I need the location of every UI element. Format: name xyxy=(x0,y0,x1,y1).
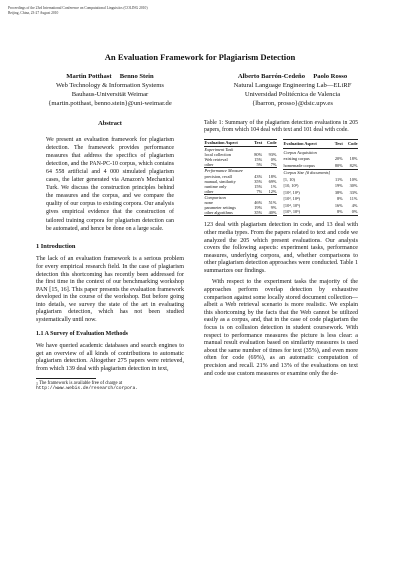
table-header-cell: Text xyxy=(251,139,263,146)
table-cell: [10², 10³) xyxy=(283,189,300,195)
table-row xyxy=(204,210,277,216)
affiliation-line: Natural Language Engineering Lab—ELiRF xyxy=(233,82,352,89)
table-caption: Table 1: Summary of the plagiarism detection evaluations in 205 papers, from which 104 deal with text and 101 deal with code. xyxy=(204,120,358,134)
author-name: Martin Potthast xyxy=(66,73,112,80)
table-cell: 9% xyxy=(270,205,277,211)
abstract-heading: Abstract xyxy=(98,120,122,127)
table-cell: 16% xyxy=(334,202,343,208)
footnote-url[interactable]: http://www.webis.de/research/corpora. xyxy=(36,386,138,392)
table-cell: local collection xyxy=(204,152,231,158)
table-cell: [10⁵, 10⁶) xyxy=(283,209,331,216)
table-cell: 20% xyxy=(334,156,343,162)
paragraph: 123 deal with plagiarism detection in code, and 13 deal with other media types. From the papers related to text and code we analyzed the 205 which present evaluations. Our analysis covers the following aspects: experiment tasks, performance measures, underlying corpora, and, whether comparisons to other plagiarism detection approaches were conducted. Table 1 summarizes our findings. xyxy=(204,222,358,274)
table-cell: 12% xyxy=(268,188,277,194)
section-heading: 1 Introduction xyxy=(36,242,76,250)
table-row xyxy=(283,209,358,216)
table-cell: runtime only xyxy=(204,183,227,189)
table-cell: 11% xyxy=(349,196,358,202)
paragraph: The lack of an evaluation framework is a serious problem for every empirical research field. In the case of plagiarism detection this shortcoming has recently been addressed for the first time in the context of our benchmarking workshop PAN [15, 16]. This paper presents the evaluation framework developed in the course of the workshop. But before going into details, we survey the state of the art in evaluating plagiarism detection, which has not been studied systematically until now. xyxy=(36,256,184,324)
author-names-right xyxy=(200,72,385,81)
subsection-heading: 1.1 A Survey of Evaluation Methods xyxy=(36,330,129,337)
table-header-cell: Code xyxy=(263,139,277,146)
paragraph: We have queried academic databases and search engines to get an overview of all kinds of contributions to automatic plagiarism detection. Altogether 275 papers were retrieved, from which 139 deal with plagiarism detection in text, xyxy=(36,343,184,373)
footnote-rule xyxy=(36,378,96,379)
table-cell: 15% xyxy=(254,183,263,189)
table-cell: manual, similarity xyxy=(204,178,236,184)
table-cell: [10, 10²) xyxy=(283,183,299,189)
author-email: {lbarron, prosso}@dsic.upv.es xyxy=(252,100,333,107)
table-header-cell: Evaluation Aspect xyxy=(204,139,251,146)
table-cell: other algorithms xyxy=(204,210,251,216)
table-group-label: Corpus Acquisition xyxy=(283,149,358,156)
author-name: Alberto Barrón-Cedeño xyxy=(237,73,306,80)
table-cell: 30% xyxy=(349,183,358,189)
table-cell: precision, recall xyxy=(204,173,232,179)
table-cell: 38% xyxy=(334,189,343,195)
table-header-cell: Evaluation Aspect xyxy=(283,139,331,148)
table-header-row xyxy=(283,139,358,148)
table-cell: 15% xyxy=(254,157,263,163)
evaluation-table-left xyxy=(204,139,277,217)
table-cell: 51% xyxy=(268,200,277,206)
author-block-left xyxy=(20,72,200,108)
table-group-label: Comparison xyxy=(204,194,277,200)
table-row xyxy=(283,162,358,169)
affiliation-line: Web Technology & Information Systems xyxy=(55,82,165,89)
table-cell: other xyxy=(204,188,214,194)
table-cell: 4% xyxy=(351,202,358,208)
paragraph: With respect to the experiment tasks the majority of the approaches perform overlap detection by exhaustive comparison against some locally stored document collection—albeit a Web retrieval scenario is more realistic. We explain this shortcoming by the facts that the Web cannot be utilized easily as a corpus, and, that in the case of code plagiarism the focus is on collusion detection in student coursework. With respect to performance measures the picture is less clear: a manual result evaluation based on similarity measures is used about the same number of times for text (35%), and even more often for code (69%), as an automatic computation of precision and recall. 21% and 13% of the evaluations on text and code use custom measures or examine only the de- xyxy=(204,279,358,377)
table-cell: 11% xyxy=(335,176,343,182)
table-cell: 40% xyxy=(263,210,277,216)
table-cell: 69% xyxy=(268,178,277,184)
table-cell: 82% xyxy=(349,162,358,168)
table-cell: 80% xyxy=(334,162,343,168)
author-block-right xyxy=(200,72,385,108)
table-cell: homemade corpus xyxy=(283,162,315,168)
table-group-row xyxy=(283,149,358,156)
table-header-cell: Code xyxy=(343,139,358,148)
paper-title: An Evaluation Framework for Plagiarism Detection xyxy=(104,52,296,62)
table-group-label: Corpus Size [# documents] xyxy=(283,169,358,176)
table-cell: 33% xyxy=(349,189,358,195)
table-cell: 5% xyxy=(256,162,263,168)
table-cell: 0% xyxy=(343,209,358,216)
footnote: 1 The framework is available free of charge at http://www.webis.de/research/corpora. xyxy=(36,380,138,392)
table-cell: [10⁴, 10⁵) xyxy=(283,202,301,208)
table-cell: [10³, 10⁴) xyxy=(283,196,300,202)
table-cell: 18% xyxy=(349,156,358,162)
table-cell: 19% xyxy=(254,205,263,211)
table-cell: 0% xyxy=(270,157,277,163)
table-cell: Web retrieval xyxy=(204,157,228,163)
table-header-row xyxy=(204,139,277,146)
author-name: Benno Stein xyxy=(119,73,154,80)
author-email: {martin.potthast, benno.stein}@uni-weimar.de xyxy=(48,100,172,107)
table-cell: 1% xyxy=(270,183,277,189)
table-cell: 80% xyxy=(254,152,263,158)
table-cell: 7% xyxy=(256,188,263,194)
table-cell: 8% xyxy=(337,196,343,202)
author-names-left xyxy=(20,72,200,81)
affiliation-line: Bauhaus-Universität Weimar xyxy=(71,91,149,98)
table-group-label: Performance Measure xyxy=(204,168,277,174)
table-cell: other xyxy=(204,162,214,168)
table-cell: 46% xyxy=(254,200,263,206)
table-cell: 18% xyxy=(268,173,277,179)
author-name: Paolo Rosso xyxy=(313,73,348,80)
table-group-row xyxy=(283,169,358,176)
header-line-2: Beijing, China, 23-27 August 2010 xyxy=(8,11,59,15)
table-header-cell: Text xyxy=(331,139,343,148)
footnote-text: The framework is available free of charge at xyxy=(39,380,123,386)
right-column xyxy=(204,120,358,382)
table-cell: parameter settings xyxy=(204,205,236,211)
abstract-text: We present an evaluation framework for plagiarism detection. The framework provides performance measures that address the specifics of plagiarism detection, and the PAN-PC-10 corpus, which contains 64 558 artificial and 4 000 simulated plagiarism cases, the latter generated via Amazon's Mechanical Turk. We discuss the construction principles behind the measures and the corpus, and we compare the quality of our corpus to existing corpora. Our analysis gives empirical evidence that the construction of tailored training corpora for plagiarism detection can be automated, and hence be done on a large scale. xyxy=(46,136,174,232)
affiliation-line: Universidad Politécnica de Valencia xyxy=(244,91,341,98)
table-cell: 93% xyxy=(268,152,277,158)
table-group-label: Experiment Task xyxy=(204,147,277,153)
table-cell: 43% xyxy=(254,173,263,179)
evaluation-table-right xyxy=(283,139,358,217)
table-cell: 7% xyxy=(270,162,277,168)
table-cell: 35% xyxy=(251,210,263,216)
table-cell: existing corpus xyxy=(283,156,310,162)
table-cell: [1, 10) xyxy=(283,176,295,182)
header-line-1: Proceedings of the 23rd International Conference on Computational Linguistics (COLING 2010) xyxy=(8,6,148,10)
table-cell: 10% xyxy=(349,176,358,182)
table-cell: 8% xyxy=(331,209,343,216)
proceedings-header xyxy=(8,6,208,16)
table-cell: none xyxy=(204,200,213,206)
table-cell: 35% xyxy=(254,178,263,184)
left-column xyxy=(36,120,184,392)
summary-tables xyxy=(204,139,358,217)
table-cell: 19% xyxy=(334,183,343,189)
